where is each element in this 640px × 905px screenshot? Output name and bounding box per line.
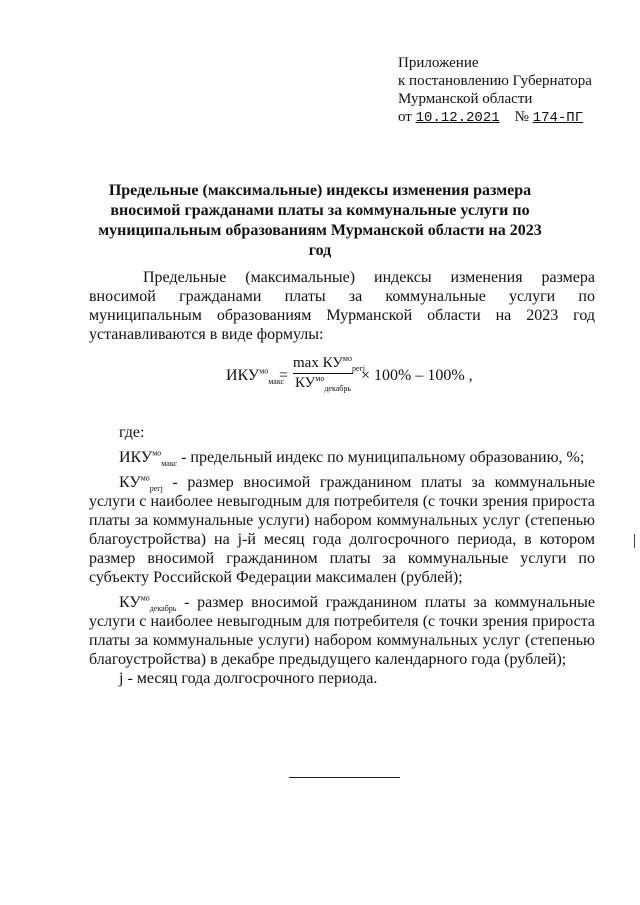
definitions-label: где: <box>119 424 145 441</box>
definition-item: $ИКУ^{мо}_{макс}$ - предельный индекс по муниципальному образованию, %; <box>119 448 585 469</box>
definition-item: $КУ^{мо}_{декабрь}$ - размер вносимой гражданином платы за коммунальные услуги с наиболее невыгодным для потребителя (с точки зрения прироста платы за коммунальные услуги) набором коммунальных услуг (степенью благоустройства) в декабре предыдущего календарного года (рублей); <box>89 593 595 668</box>
formula-denominator: $КУ^{мо}_{декабрь}$ <box>294 374 352 393</box>
document-title: Предельные (максимальные) индексы изменения размера вносимой гражданами платы за коммунальные услуги по муниципальным образованиям Мурманской области на 2023 год <box>98 182 542 259</box>
formula-rest: × 100% – 100% , <box>361 367 473 384</box>
formula-numerator: $\max КУ^{мо}_{регj}$ <box>293 354 366 373</box>
annex-title: Приложение <box>398 55 479 71</box>
margin-mark <box>634 534 635 548</box>
definitions <box>89 423 595 688</box>
annex-block <box>398 54 628 127</box>
annex-number: 174-ПГ <box>532 110 584 126</box>
annex-date-line <box>398 108 628 127</box>
formula-fraction <box>293 354 366 393</box>
intro-paragraph: Предельные (максимальные) индексы изменения размера вносимой гражданами платы за коммунальные услуги по муниципальным образованиям Мурманской области на 2023 год устанавливаются в виде формулы: <box>89 269 595 343</box>
definition-item: j - месяц года долгосрочного периода. <box>119 670 378 687</box>
formula-lhs: $ИКУ^{мо}_{макс}$ <box>226 366 285 387</box>
definition-item: $КУ^{мо}_{регj}$ - размер вносимой гражданином платы за коммунальные услуги с наиболее невыгодным для потребителя (с точки зрения прироста платы за коммунальные услуги) набором коммунальных услуг (степенью благоустройства) на j-й месяц года долгосрочного периода, в котором размер вносимой гражданином платы за коммунальные услуги по субъекту Российской Федерации максимален (рублей); <box>89 473 595 586</box>
annex-date-prefix: от <box>398 109 412 125</box>
annex-line-decree: к постановлению Губернатора <box>398 73 592 89</box>
annex-date: 10.12.2021 <box>415 110 500 126</box>
annex-number-prefix: № <box>514 109 529 125</box>
formula-equals: = <box>279 367 289 384</box>
formula <box>226 355 486 405</box>
annex-line-region: Мурманской области <box>398 91 533 107</box>
separator-line <box>289 777 400 778</box>
